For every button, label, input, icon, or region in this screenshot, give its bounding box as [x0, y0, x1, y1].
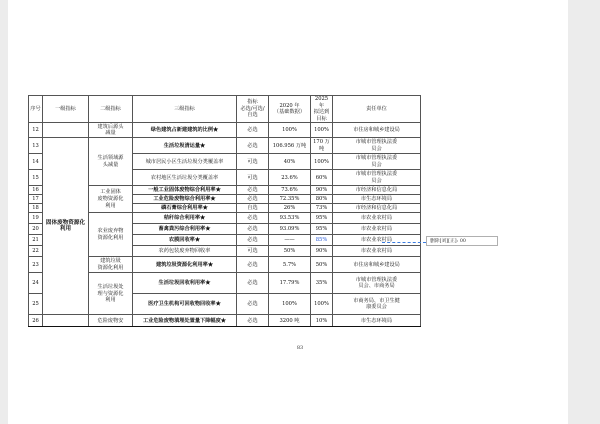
- cell-base: 93.09%: [269, 224, 311, 235]
- cell-type: 必选: [237, 235, 269, 246]
- cell-unit: 市农业农村局: [333, 235, 421, 246]
- header-base-2020: 2020 年 （基础数据）: [269, 96, 311, 123]
- cell-type: 可选: [237, 154, 269, 170]
- cell-base: 3200 吨: [269, 315, 311, 327]
- cell-level3: 城市居民小区生活垃圾分类覆盖率: [133, 154, 237, 170]
- cell-type: 必选: [237, 257, 269, 273]
- cell-unit: 市农业农村局: [333, 224, 421, 235]
- cell-unit: 市住房和城乡建设局: [333, 123, 421, 138]
- cell-unit: 市城市管理执法委 员会: [333, 138, 421, 154]
- cell-target: 100%: [311, 154, 333, 170]
- cell-level2: 生活垃圾处 理与资源化 利用: [89, 273, 133, 315]
- cell-unit: 市农业农村局: [333, 213, 421, 224]
- cell-seq: 23: [29, 257, 43, 273]
- cell-base: 106.956 万吨: [269, 138, 311, 154]
- cell-target: 10%: [311, 315, 333, 327]
- cell-level3: 生活垃圾回收利用率★: [133, 273, 237, 294]
- cell-unit: 市城市管理执法委 员会: [333, 170, 421, 186]
- cell-seq: 16: [29, 186, 43, 195]
- cell-target: 95%: [311, 224, 333, 235]
- cell-level2: 农业废弃物 资源化利用: [89, 213, 133, 257]
- cell-target: 90%: [311, 246, 333, 257]
- table-row: [29, 315, 421, 327]
- cell-target: 35%: [311, 273, 333, 294]
- page-number: 83: [296, 345, 304, 351]
- table-row: [29, 138, 421, 154]
- cell-level3: 农药包装废弃物回收率: [133, 246, 237, 257]
- header-unit: 责任单位: [333, 96, 421, 123]
- cell-unit: 市经济和信息化局: [333, 204, 421, 213]
- cell-level1: 固体废物资源化 利用: [43, 138, 89, 315]
- cell-target: 170 万 吨: [311, 138, 333, 154]
- cell-unit: 市城市管理执法委 员会: [333, 154, 421, 170]
- cell-type: 必选: [237, 186, 269, 195]
- cell-level2: 危险废物安: [89, 315, 133, 327]
- header-type: 指标 必选/可选/自选: [237, 96, 269, 123]
- cell-target: 50%: [311, 257, 333, 273]
- cell-base: 40%: [269, 154, 311, 170]
- cell-base: 23.6%: [269, 170, 311, 186]
- indicator-table: [28, 95, 421, 327]
- cell-unit: 市生态环境局: [333, 315, 421, 327]
- cell-target: 80%: [311, 195, 333, 204]
- cell-level3: 畜禽粪污综合利用率★: [133, 224, 237, 235]
- cell-level3: 工业危险废物综合利用率★: [133, 195, 237, 204]
- cell-type: 必选: [237, 213, 269, 224]
- cell-seq: 25: [29, 294, 43, 315]
- cell-type: 必选: [237, 195, 269, 204]
- cell-unit: 市商务局、市卫生健 康委员会: [333, 294, 421, 315]
- cell-target: 95%: [311, 213, 333, 224]
- cell-level1: [43, 123, 89, 138]
- cell-base: 50%: [269, 246, 311, 257]
- cell-level3: 农膜回收率★: [133, 235, 237, 246]
- cell-target: 100%: [311, 123, 333, 138]
- header-level2: 二级指标: [89, 96, 133, 123]
- cell-base: 100%: [269, 123, 311, 138]
- cell-level3: 秸秆综合利用率★: [133, 213, 237, 224]
- cell-unit: 市住房和城乡建设局: [333, 257, 421, 273]
- cell-level3: 建筑垃圾资源化利用率★: [133, 257, 237, 273]
- cell-type: 自选: [237, 204, 269, 213]
- cell-type: 必选: [237, 123, 269, 138]
- cell-seq: 21: [29, 235, 43, 246]
- cell-seq: 12: [29, 123, 43, 138]
- cell-base: 17.79%: [269, 273, 311, 294]
- cell-level3: 一般工业固体废物综合利用率★: [133, 186, 237, 195]
- cell-level2: 工业固体 废物资源化 利用: [89, 186, 133, 213]
- cell-base: 72.35%: [269, 195, 311, 204]
- cell-unit: 市农业农村局: [333, 246, 421, 257]
- cell-unit: 市经济和信息化局: [333, 186, 421, 195]
- header-level3: 三级指标: [133, 96, 237, 123]
- cell-base: 100%: [269, 294, 311, 315]
- cell-seq: 18: [29, 204, 43, 213]
- cell-level2: 建筑后源头 减量: [89, 123, 133, 138]
- cell-level3: 农村地区生活垃圾分类覆盖率: [133, 170, 237, 186]
- header-level1: 一级指标: [43, 96, 89, 123]
- cell-target: 60%: [311, 170, 333, 186]
- cell-unit: 市城市管理执法委 员会、市商务局: [333, 273, 421, 294]
- cell-level2: 生活领域源 头减量: [89, 138, 133, 186]
- cell-base: 93.53%: [269, 213, 311, 224]
- cell-level3: 绿色建筑占新建建筑的比例★: [133, 123, 237, 138]
- cell-type: 必选: [237, 138, 269, 154]
- revision-comment-balloon[interactable]: [426, 236, 498, 246]
- cell-type: 必选: [237, 315, 269, 327]
- cell-type: 可选: [237, 246, 269, 257]
- cell-target: 85%: [311, 235, 333, 246]
- cell-seq: 26: [29, 315, 43, 327]
- header-target-2025: 2025 年 拟达到 目标: [311, 96, 333, 123]
- cell-level2: 建筑垃圾 资源化利用: [89, 257, 133, 273]
- cell-seq: 20: [29, 224, 43, 235]
- cell-target: 90%: [311, 186, 333, 195]
- cell-seq: 17: [29, 195, 43, 204]
- comment-text: 删除[刘][正]: 00: [430, 239, 466, 244]
- cell-level1: [43, 315, 89, 327]
- cell-level3: 工业危险废物填埋处置量下降幅度★: [133, 315, 237, 327]
- cell-base: 5.7%: [269, 257, 311, 273]
- table-header-row: [29, 96, 421, 123]
- cell-type: 必选: [237, 273, 269, 294]
- cell-target: 73%: [311, 204, 333, 213]
- cell-type: 必选: [237, 294, 269, 315]
- cell-seq: 24: [29, 273, 43, 294]
- cell-base: ——: [269, 235, 311, 246]
- cell-seq: 13: [29, 138, 43, 154]
- cell-level3: 生活垃圾清运量★: [133, 138, 237, 154]
- cell-type: 必选: [237, 224, 269, 235]
- header-seq: 序号: [29, 96, 43, 123]
- cell-level3: 医疗卫生机构可回收物回收率★: [133, 294, 237, 315]
- cell-unit: 市生态环境局: [333, 195, 421, 204]
- cell-seq: 19: [29, 213, 43, 224]
- cell-type: 可选: [237, 170, 269, 186]
- cell-base: 26%: [269, 204, 311, 213]
- cell-target: 100%: [311, 294, 333, 315]
- cell-seq: 14: [29, 154, 43, 170]
- cell-base: 73.6%: [269, 186, 311, 195]
- comment-connector-line: [382, 242, 426, 243]
- cell-seq: 15: [29, 170, 43, 186]
- cell-seq: 22: [29, 246, 43, 257]
- table-row: [29, 123, 421, 138]
- cell-level3: 磷石膏综合利用率★: [133, 204, 237, 213]
